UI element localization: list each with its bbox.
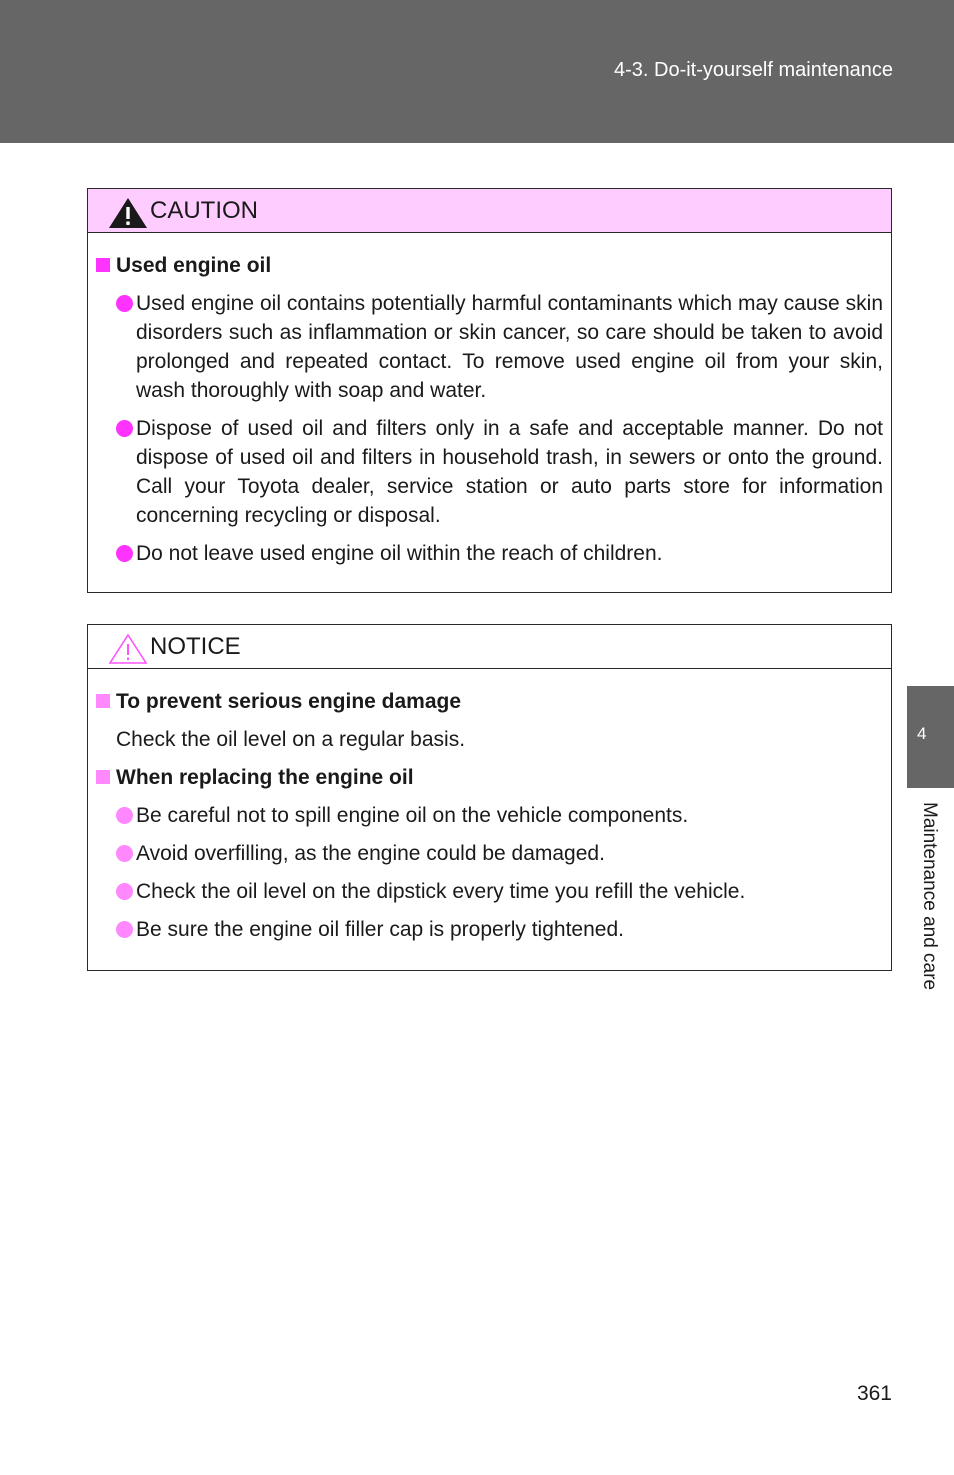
page-number: 361 [856,1382,892,1405]
page-header [0,0,954,143]
list-item-text: Dispose of used oil and filters only in a safe and acceptable manner. Do not dispose of used oil and filters in household trash, in sewers or onto the ground. Call your Toyota dealer, service station or auto parts store for information concerning recycling or disposal. [136,417,883,527]
notice-text: Check the oil level on a regular basis. [116,728,466,751]
caution-header [88,189,891,233]
chapter-label: Maintenance and care [919,802,940,991]
square-bullet-icon [96,258,110,272]
list-item [96,915,883,944]
circle-bullet-icon [116,883,133,900]
notice-body [88,669,891,944]
square-bullet-icon [96,770,110,784]
caution-body [88,233,891,568]
circle-bullet-icon [116,420,133,437]
notice-title: NOTICE [150,633,241,660]
circle-bullet-icon [116,845,133,862]
list-item [96,877,883,906]
list-item [96,414,883,530]
warning-outline-icon [108,633,148,665]
list-item [96,839,883,868]
list-item-text: Used engine oil contains potentially harmful contaminants which may cause skin disorders such as inflammation or skin cancer, so care should be taken to avoid prolonged and repeated contact. To remove used engine oil from your skin, wash thoroughly with soap and water. [136,292,883,402]
notice-heading-text: When replacing the engine oil [116,766,414,789]
caution-heading [96,251,883,280]
list-item [96,801,883,830]
notice-heading [96,763,883,792]
list-item-text: Check the oil level on the dipstick every time you refill the vehicle. [136,880,746,903]
chapter-number: 4 [917,724,927,743]
circle-bullet-icon [116,807,133,824]
square-bullet-icon [96,694,110,708]
list-item [96,289,883,405]
list-item [96,539,883,568]
chapter-tab [907,686,954,788]
notice-heading [96,687,883,716]
circle-bullet-icon [116,545,133,562]
caution-box [87,188,892,593]
circle-bullet-icon [116,921,133,938]
list-item-text: Be careful not to spill engine oil on the vehicle components. [136,804,689,827]
list-item-text: Be sure the engine oil filler cap is properly tightened. [136,918,624,941]
list-item-text: Avoid overfilling, as the engine could be damaged. [136,842,605,865]
circle-bullet-icon [116,295,133,312]
notice-header [88,625,891,669]
list-item-text: Do not leave used engine oil within the reach of children. [136,542,663,565]
caution-title: CAUTION [150,197,258,224]
caution-heading-text: Used engine oil [116,254,272,277]
warning-icon [108,197,148,229]
notice-heading-text: To prevent serious engine damage [116,690,462,713]
section-title: 4-3. Do-it-yourself maintenance [613,59,893,81]
notice-box [87,624,892,971]
